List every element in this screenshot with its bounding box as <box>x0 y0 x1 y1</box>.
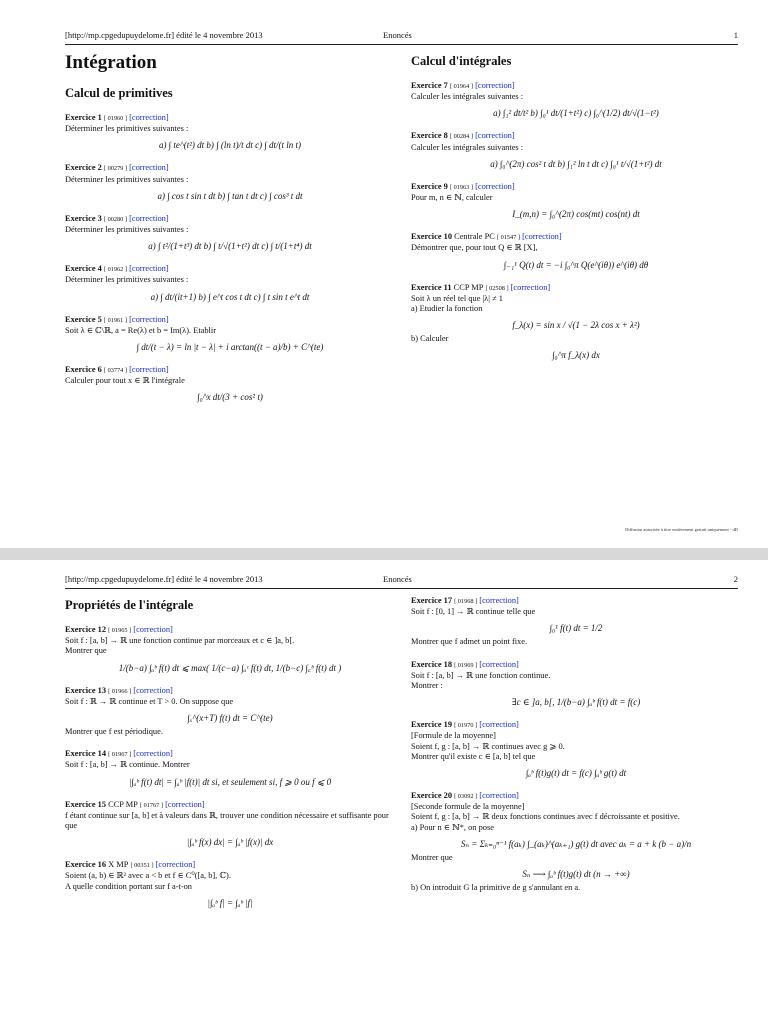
exercise-text: a) Pour n ∈ ℕ*, on pose <box>411 822 494 832</box>
exercise-ref: [ 01969 ] <box>454 661 478 669</box>
exercise-heading <box>411 283 741 294</box>
formula: Sₙ = Σₖ₌₀ⁿ⁻¹ f(aₖ) ∫_(aₖ)^(aₖ₊₁) g(t) dt avec aₖ = a + k (b − a)/n <box>460 838 692 849</box>
formula: |∫ₐᵇ f| = ∫ₐᵇ |f| <box>207 897 253 908</box>
page-number: 1 <box>733 30 738 40</box>
exercise-ref: [ 01767 ] <box>139 801 164 809</box>
exercise-label: Exercice 15 <box>65 799 107 809</box>
exercise-label: Exercice 17 <box>411 596 453 605</box>
exercise-label: Exercice 18 <box>411 659 453 669</box>
correction-link[interactable]: [correction] <box>479 596 519 605</box>
exercise-heading <box>411 232 741 243</box>
exercise-block <box>65 365 395 403</box>
exercise-text: Soit f : [0, 1] → ℝ continue telle que <box>411 607 536 617</box>
correction-link[interactable]: [correction] <box>522 232 562 242</box>
exercise-heading <box>65 686 395 697</box>
correction-link[interactable]: [correction] <box>475 131 515 141</box>
exercise-label: Exercice 1 <box>65 113 102 122</box>
header-section: Enoncés <box>383 30 412 40</box>
exercise-list <box>65 113 395 403</box>
exercise-text: Soient f, g : [a, b] → ℝ continues avec g ⩾ 0. <box>411 741 565 751</box>
formula: ∃c ∈ ]a, b[, 1/(b−a) ∫ₐᵇ f(t) dt = f(c) <box>511 697 641 708</box>
exercise-text: Soit f : [a, b] → ℝ une fonction continue par morceaux et c ∈ ]a, b[. <box>65 636 295 646</box>
formula: a) ∫ cos t sin t dt b) ∫ tan t dt c) ∫ cos³ t dt <box>157 190 303 201</box>
exercise-label: Exercice 8 <box>411 131 448 141</box>
correction-link[interactable]: [correction] <box>129 365 169 375</box>
formula: a) ∫ t²/(1+t³) dt b) ∫ t/√(1+t²) dt c) ∫ t/(1+t⁴) dt <box>148 241 312 252</box>
exercise-text: Soit f : ℝ → ℝ continue et T > 0. On suppose que <box>65 696 234 706</box>
exercise-list <box>65 625 395 909</box>
exercise-label: Exercice 12 <box>65 625 107 634</box>
exercise-text: b) On introduit G la primitive de g s'annulant en a. <box>411 883 581 893</box>
exercise-text: A quelle condition portant sur f a-t-on <box>65 881 192 891</box>
formula: |∫ₐᵇ f(x) dx| = ∫ₐᵇ |f(x)| dx <box>186 837 274 848</box>
exercise-label: Exercice 16 <box>65 860 107 870</box>
exercise-text: Montrer qu'il existe c ∈ [a, b] tel que <box>411 751 536 761</box>
exercise-block <box>65 625 395 674</box>
exercise-label: Exercice 10 <box>411 232 453 242</box>
formula: a) ∫₀^(2π) cos² t dt b) ∫₁² ln t dt c) ∫₀¹ t/√(1+t²) dt <box>490 158 662 169</box>
formula: ∫₀^x dt/(3 + cos² t) <box>197 392 263 403</box>
left-column <box>65 52 395 415</box>
exercise-heading <box>65 264 395 275</box>
exercise-label: Exercice 20 <box>411 791 453 801</box>
exercise-ref: [ 02508 ] <box>485 284 509 292</box>
exercise-origin: CCP MP <box>108 799 138 809</box>
formula: ∫₋₁¹ Q(t) dt = −i ∫₀^π Q(e^(iθ)) e^(iθ) dθ <box>503 259 649 270</box>
exercise-ref: [ 01970 ] <box>454 722 478 730</box>
exercise-label: Exercice 6 <box>65 365 102 375</box>
exercise-block <box>65 264 395 302</box>
exercise-block <box>65 315 395 353</box>
exercise-text: Calculer les intégrales suivantes : <box>411 92 524 102</box>
correction-link[interactable]: [correction] <box>475 181 515 191</box>
formula: a) ∫ dt/(it+1) b) ∫ e^t cos t dt c) ∫ t sin t e^t dt <box>150 291 310 302</box>
exercise-ref: [ 00279 ] <box>103 165 128 173</box>
exercise-ref: [ 01962 ] <box>103 266 128 274</box>
formula: I_(m,n) = ∫₀^(2π) cos(mt) cos(nt) dt <box>512 209 640 220</box>
exercise-origin: Centrale PC <box>454 232 495 242</box>
exercise-label: Exercice 4 <box>65 264 102 274</box>
formula: 1/(b−a) ∫ₐᵇ f(t) dt ⩽ max( 1/(c−a) ∫ₐᶜ f(t) dt, 1/(b−c) ∫꜀ᵇ f(t) dt ) <box>118 662 342 673</box>
exercise-heading <box>65 860 395 871</box>
formula: ∫ dt/(t − λ) = ln |t − λ| + i arctan((t − a)/b) + C^(te) <box>136 342 324 353</box>
page-title: Intégration <box>65 52 157 73</box>
left-column <box>65 596 395 921</box>
exercise-text: [Seconde formule de la moyenne] <box>411 802 525 812</box>
page-2 <box>0 560 768 1024</box>
page-footer: Diffusion autorisée à titre entièrement gratuit uniquement - dD <box>625 527 738 532</box>
header-section: Enoncés <box>383 574 412 584</box>
exercise-ref: [ 01960 ] <box>103 115 128 122</box>
exercise-heading <box>411 81 741 92</box>
exercise-label: Exercice 14 <box>65 749 107 759</box>
right-column <box>411 596 741 905</box>
exercise-heading <box>65 365 395 376</box>
exercise-ref: [ 00351 ] <box>130 862 154 870</box>
exercise-heading <box>65 163 395 174</box>
exercise-block <box>65 749 395 787</box>
exercise-block <box>411 596 741 648</box>
correction-link[interactable]: [correction] <box>165 799 205 809</box>
correction-link[interactable]: [correction] <box>475 81 515 90</box>
exercise-block <box>65 860 395 909</box>
exercise-text: Montrer : <box>411 681 443 691</box>
correction-link[interactable]: [correction] <box>129 314 169 324</box>
exercise-heading <box>65 113 395 124</box>
correction-link[interactable]: [correction] <box>133 685 173 695</box>
exercise-block <box>65 163 395 201</box>
exercise-text: b) Calculer <box>411 334 449 344</box>
page-separator <box>0 548 768 560</box>
exercise-label: Exercice 19 <box>411 720 453 730</box>
exercise-text: Pour m, n ∈ ℕ, calculer <box>411 193 493 203</box>
section-title: Calcul de primitives <box>65 86 173 100</box>
section-title: Calcul d'intégrales <box>411 54 512 68</box>
correction-link[interactable]: [correction] <box>129 163 169 173</box>
exercise-ref: [ 01967 ] <box>108 751 132 759</box>
page-number: 2 <box>733 574 738 584</box>
formula: a) ∫₁² dt/t² b) ∫₀¹ dt/(1+t²) c) ∫₀^(1/2) dt/√(1−t²) <box>493 108 659 119</box>
exercise-block <box>411 660 741 709</box>
exercise-ref: [ 03092 ] <box>454 793 478 801</box>
exercise-text: Soient (a, b) ∈ ℝ² avec a < b et f ∈ C⁰([a, b], ℂ). <box>65 871 231 881</box>
correction-link[interactable]: [correction] <box>129 213 169 223</box>
exercise-block <box>411 791 741 893</box>
exercise-text: Déterminer les primitives suivantes : <box>65 275 189 285</box>
exercise-text: Montrer que <box>65 646 107 656</box>
exercise-ref: [ 00284 ] <box>449 133 474 141</box>
exercise-list <box>411 596 741 893</box>
exercise-heading <box>411 660 741 671</box>
formula: a) ∫ te^(t²) dt b) ∫ (ln t)/t dt c) ∫ dt/(t ln t) <box>158 140 302 151</box>
exercise-block <box>65 686 395 738</box>
formula: |∫ₐᵇ f(t) dt| = ∫ₐᵇ |f(t)| dt si, et seulement si, f ⩾ 0 ou f ⩽ 0 <box>128 776 332 787</box>
exercise-text: Déterminer les primitives suivantes : <box>65 225 189 235</box>
page-header <box>65 574 738 589</box>
exercise-ref: [ 01963 ] <box>449 183 474 191</box>
exercise-origin: X MP <box>108 860 129 870</box>
exercise-heading <box>411 720 741 731</box>
exercise-label: Exercice 11 <box>411 282 452 292</box>
exercise-heading <box>65 800 395 811</box>
correction-link[interactable]: [correction] <box>479 791 519 801</box>
exercise-label: Exercice 3 <box>65 213 102 223</box>
exercise-heading <box>411 596 741 607</box>
right-column <box>411 52 741 373</box>
formula: Sₙ ⟶ ∫ₐᵇ f(t)g(t) dt (n → +∞) <box>522 869 630 880</box>
exercise-ref: [ 00280 ] <box>103 215 128 223</box>
exercise-text: a) Etudier la fonction <box>411 304 483 314</box>
exercise-ref: [ 03774 ] <box>103 367 128 375</box>
exercise-heading <box>411 131 741 142</box>
exercise-text: Soit λ un réel tel que |λ| ≠ 1 <box>411 293 503 303</box>
exercise-text: Soient f, g : [a, b] → ℝ deux fonctions continues avec f décroissante et positive. <box>411 812 680 822</box>
exercise-text: Soit f : [a, b] → ℝ une fonction continue. <box>411 670 551 680</box>
exercise-block <box>411 232 741 270</box>
exercise-list <box>411 81 741 361</box>
section-title: Propriétés de l'intégrale <box>65 598 194 612</box>
exercise-block <box>411 182 741 220</box>
correction-link[interactable]: [correction] <box>510 282 551 292</box>
exercise-ref: [ 01964 ] <box>449 83 474 90</box>
page-header <box>65 30 738 45</box>
exercise-text: Déterminer les primitives suivantes : <box>65 174 189 184</box>
exercise-block <box>411 720 741 779</box>
formula: f_λ(x) = sin x / √(1 − 2λ cos x + λ²) <box>512 320 640 331</box>
exercise-heading <box>65 625 395 636</box>
exercise-block <box>65 800 395 849</box>
correction-link[interactable]: [correction] <box>129 264 169 274</box>
exercise-ref: [ 01966 ] <box>108 687 132 695</box>
exercise-text: Soit λ ∈ ℂ\ℝ, a = Re(λ) et b = Im(λ). Etablir <box>65 325 216 335</box>
exercise-heading <box>411 182 741 193</box>
exercise-text: [Formule de la moyenne] <box>411 731 496 741</box>
exercise-ref: [ 01968 ] <box>454 598 478 605</box>
correction-link[interactable]: [correction] <box>479 659 519 669</box>
exercise-block <box>65 214 395 252</box>
exercise-text: Déterminer les primitives suivantes : <box>65 124 189 134</box>
formula: ∫₀¹ f(t) dt = 1/2 <box>549 623 603 634</box>
exercise-text: Calculer les intégrales suivantes : <box>411 142 524 152</box>
exercise-label: Exercice 7 <box>411 81 448 90</box>
exercise-heading <box>65 749 395 760</box>
exercise-heading <box>65 315 395 326</box>
exercise-block <box>411 283 741 362</box>
correction-link[interactable]: [correction] <box>133 749 173 759</box>
correction-link[interactable]: [correction] <box>155 860 196 870</box>
exercise-text: Montrer que f est périodique. <box>65 727 163 737</box>
exercise-ref: [ 01547 ] <box>496 234 521 242</box>
correction-link[interactable]: [correction] <box>133 625 173 634</box>
exercise-heading <box>411 791 741 802</box>
formula: ∫₀^π f_λ(x) dx <box>552 350 600 361</box>
formula: ∫ₓ^(x+T) f(t) dt = C^(te) <box>187 713 273 724</box>
formula: ∫ₐᵇ f(t)g(t) dt = f(c) ∫ₐᵇ g(t) dt <box>525 768 627 779</box>
exercise-label: Exercice 2 <box>65 163 102 173</box>
exercise-text: Montrer que <box>411 852 453 862</box>
exercise-label: Exercice 5 <box>65 314 102 324</box>
exercise-ref: [ 01961 ] <box>103 316 128 324</box>
exercise-heading <box>65 214 395 225</box>
exercise-text: Démontrer que, pour tout Q ∈ ℝ [X], <box>411 243 538 253</box>
exercise-block <box>411 81 741 119</box>
exercise-ref: [ 01965 ] <box>108 627 132 634</box>
exercise-label: Exercice 13 <box>65 685 107 695</box>
exercise-text: f étant continue sur [a, b] et à valeurs dans ℝ, trouver une condition nécessaire et suffisante pour que <box>65 810 389 831</box>
exercise-text: Calculer pour tout x ∈ ℝ l'intégrale <box>65 376 185 386</box>
exercise-origin: CCP MP <box>453 282 484 292</box>
correction-link[interactable]: [correction] <box>129 113 169 122</box>
exercise-block <box>411 131 741 169</box>
exercise-text: Montrer que f admet un point fixe. <box>411 637 528 647</box>
exercise-text: Soit f : [a, b] → ℝ continue. Montrer <box>65 760 190 770</box>
header-url: [http://mp.cpgedupuydelome.fr] édité le 4 novembre 2013 <box>65 30 263 40</box>
header-url: [http://mp.cpgedupuydelome.fr] édité le 4 novembre 2013 <box>65 574 263 584</box>
exercise-label: Exercice 9 <box>411 181 448 191</box>
correction-link[interactable]: [correction] <box>479 720 519 730</box>
exercise-block <box>65 113 395 151</box>
